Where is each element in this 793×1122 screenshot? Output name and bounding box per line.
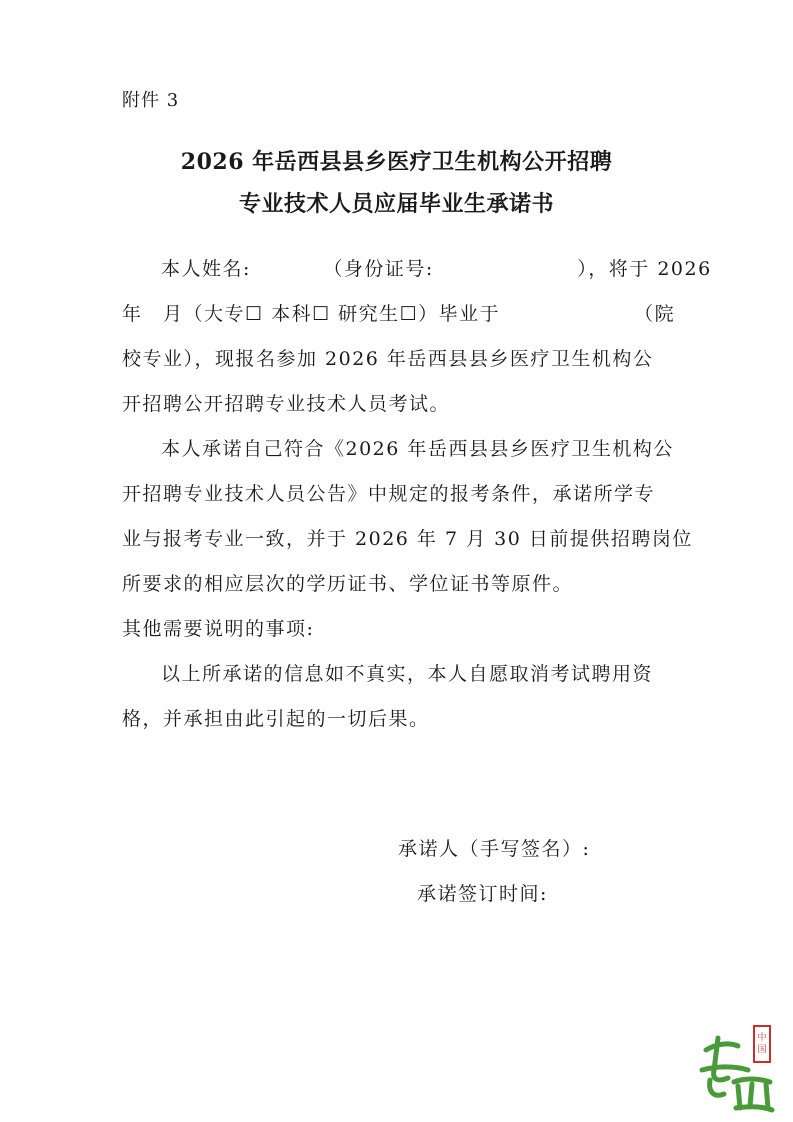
attachment-label: 附件 3	[122, 90, 180, 111]
seal-text-1: 中国	[757, 1033, 767, 1055]
signing-date-label: 承诺签订时间:	[417, 883, 548, 905]
document-title-line-2: 专业技术人员应届毕业生承诺书	[238, 191, 554, 217]
yuexi-logo	[688, 1020, 783, 1115]
logo-brush-1	[702, 1038, 748, 1095]
document-title-line-1: 2026 年岳西县县乡医疗卫生机构公开招聘	[180, 149, 613, 175]
seal-border	[754, 1026, 770, 1062]
paragraph-line: 开招聘公开招聘专业技术人员考试。	[122, 393, 451, 415]
paragraph-line: 所要求的相应层次的学历证书、学位证书等原件。	[122, 573, 574, 595]
signer-label: 承诺人（手写签名）:	[398, 838, 591, 860]
paragraph-line: 本人姓名: （身份证号: ），将于 2026	[161, 258, 712, 280]
paragraph-line: 以上所承诺的信息如不真实，本人自愿取消考试聘用资	[161, 663, 654, 685]
other-matters-label: 其他需要说明的事项:	[122, 618, 315, 640]
paragraph-line: 格，并承担由此引起的一切后果。	[122, 708, 430, 730]
paragraph-line: 业与报考专业一致，并于 2026 年 7 月 30 日前提供招聘岗位	[122, 528, 693, 550]
paragraph-line: 年 月（大专☐ 本科☐ 研究生☐）毕业于 （院	[122, 303, 676, 325]
paragraph-line: 本人承诺自己符合《2026 年岳西县县乡医疗卫生机构公	[161, 438, 674, 460]
logo-brush-2	[734, 1079, 772, 1110]
paragraph-line: 校专业），现报名参加 2026 年岳西县县乡医疗卫生机构公	[122, 348, 654, 370]
paragraph-line: 开招聘专业技术人员公告》中规定的报考条件，承诺所学专	[122, 483, 656, 505]
